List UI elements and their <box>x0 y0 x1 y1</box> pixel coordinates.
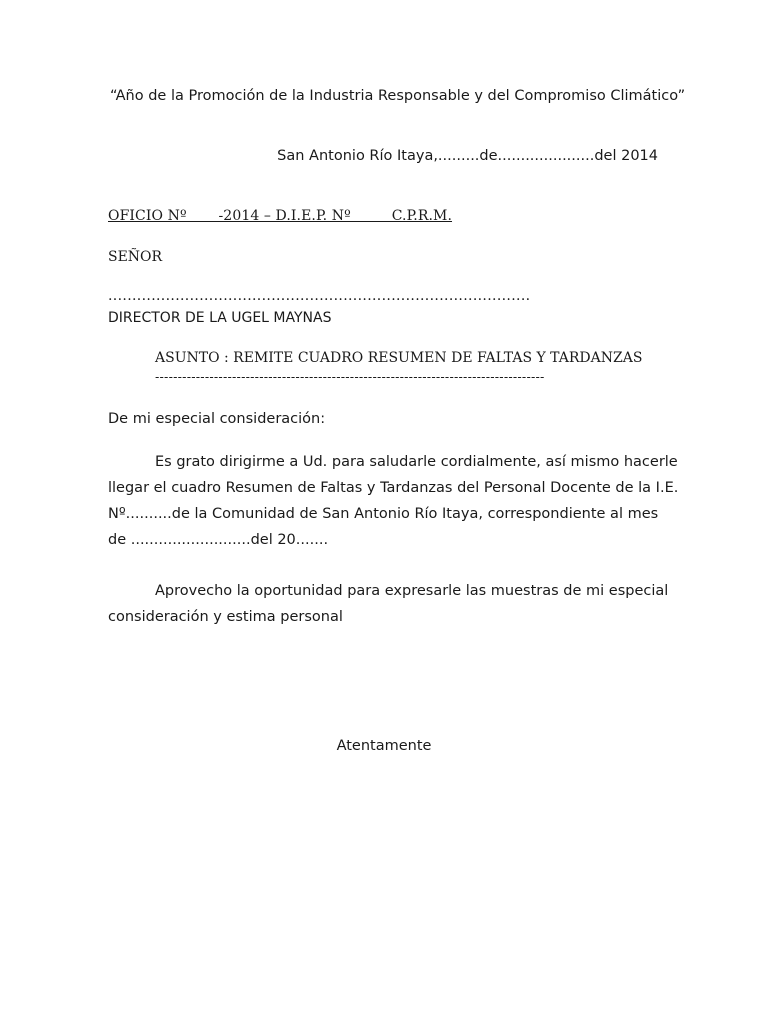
paragraph-line: Aprovecho la oportunidad para expresarle las muestras de mi especial <box>155 583 669 599</box>
paragraph-line: llegar el cuadro Resumen de Faltas y Tardanzas del Personal Docente de la I.E. <box>108 480 679 496</box>
subject-line: ASUNTO : REMITE CUADRO RESUMEN DE FALTAS Y TARDANZAS <box>155 350 643 366</box>
recipient-name-placeholder: ........................................................................................ <box>108 288 531 304</box>
paragraph-line: Nº..........de la Comunidad de San Antonio Río Itaya, correspondiente al mes <box>108 506 659 522</box>
closing: Atentamente <box>336 738 432 754</box>
recipient-office: DIRECTOR DE LA UGEL MAYNAS <box>108 310 332 326</box>
paragraph-line: consideración y estima personal <box>108 609 343 625</box>
place-date-line: San Antonio Río Itaya,.........de.....................del 2014 <box>277 148 658 164</box>
body-paragraph-2 <box>108 578 669 630</box>
recipient-title: SEÑOR <box>108 249 163 265</box>
oficio-reference: OFICIO Nº -2014 – D.I.E.P. Nº C.P.R.M. <box>108 208 453 224</box>
greeting: De mi especial consideración: <box>108 411 326 427</box>
paragraph-line: de ..........................del 20....... <box>108 532 329 548</box>
year-title: “Año de la Promoción de la Industria Responsable y del Compromiso Climático” <box>110 88 686 104</box>
subject-underline: -------------------------------------------------------------------------------------- <box>155 370 545 384</box>
paragraph-line: Es grato dirigirme a Ud. para saludarle cordialmente, así mismo hacerle <box>155 454 678 470</box>
body-paragraph-1 <box>108 449 679 553</box>
